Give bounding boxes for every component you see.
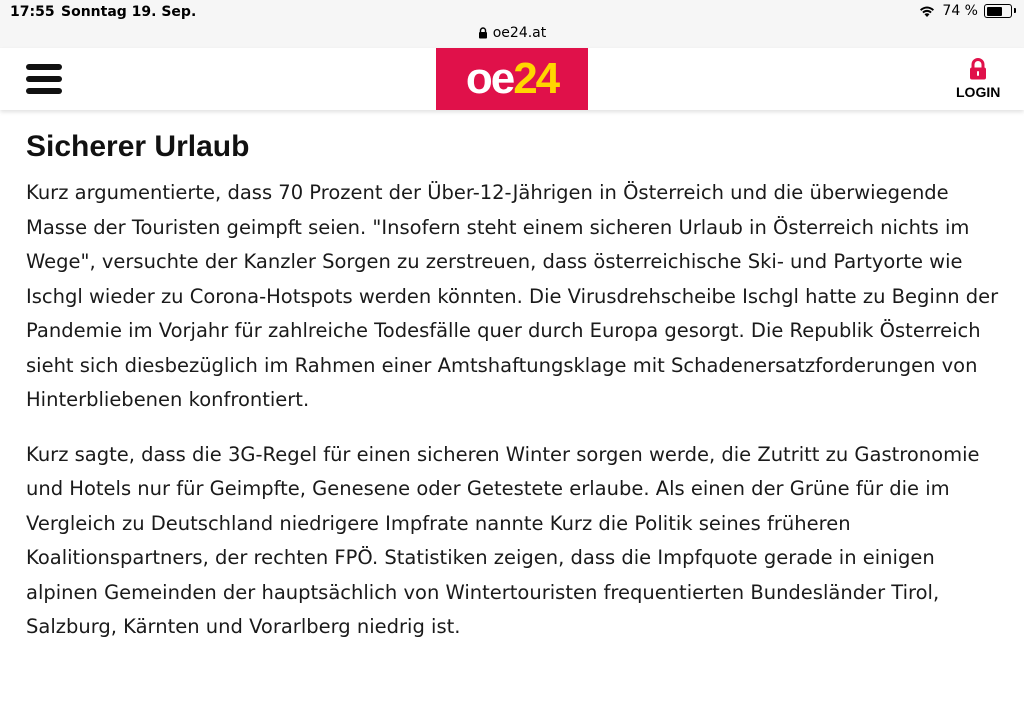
article-content <box>26 128 1006 665</box>
battery-nub <box>1014 8 1016 13</box>
site-header <box>0 48 1024 110</box>
login-label: LOGIN <box>956 84 1001 100</box>
battery-fill <box>987 7 1003 16</box>
battery-percent: 74 % <box>942 3 978 19</box>
browser-url-bar[interactable] <box>0 24 1024 48</box>
login-button[interactable] <box>956 58 1000 100</box>
lock-icon <box>969 58 987 80</box>
status-date: Sonntag 19. Sep. <box>61 4 197 20</box>
logo-text-24: 24 <box>513 54 559 103</box>
url-text: oe24.at <box>492 25 547 41</box>
article-paragraph: Kurz sagte, dass die 3G-Regel für einen sicheren Winter sorgen werde, die Zutritt zu Gastronomie und Hotels nur für Geimpfte, Genesene oder Getestete erlaube. Als einen der Grüne für die im Vergleich zu Deutschland niedrigere Impfrate nannte Kurz die Politik seines früheren Koalitionspartners, der rechten FPÖ. Statistiken zeigen, dass die Impfquote gerade in einigen alpinen Gemeinden der hauptsächlich von Wintertouristen frequentierten Bundesländer Tirol, Salzburg, Kärnten und Vorarlberg niedrig ist. <box>26 442 980 638</box>
status-time: 17:55 <box>10 4 55 20</box>
wifi-icon <box>918 4 936 18</box>
status-right-group <box>918 3 1012 19</box>
url-display[interactable] <box>0 25 1024 41</box>
site-logo[interactable] <box>436 48 588 110</box>
hamburger-menu-icon[interactable] <box>26 64 62 94</box>
lock-icon <box>478 27 488 39</box>
article-paragraph: Kurz argumentierte, dass 70 Prozent der Über-12-Jährigen in Österreich und die überwiegende Masse der Touristen geimpft seien. "Insofern steht einem sicheren Urlaub in Österreich nichts im Wege", versuchte der Kanzler Sorgen zu zerstreuen, dass österreichische Ski- und Partyorte wie Ischgl wieder zu Corona-Hotspots werden könnten. Die Virusdrehscheibe Ischgl hatte zu Beginn der Pandemie im Vorjahr für zahlreiche Todesfälle quer durch Europa gesorgt. Die Republik Österreich sieht sich diesbezüglich im Rahmen einer Amtshaftungsklage mit Schadenersatzforderungen von Hinterbliebenen konfrontiert. <box>26 181 999 411</box>
article-heading: Sicherer Urlaub <box>26 130 250 163</box>
battery-icon <box>984 4 1012 18</box>
logo-text-oe: oe <box>465 54 514 103</box>
status-bar <box>0 0 1024 24</box>
